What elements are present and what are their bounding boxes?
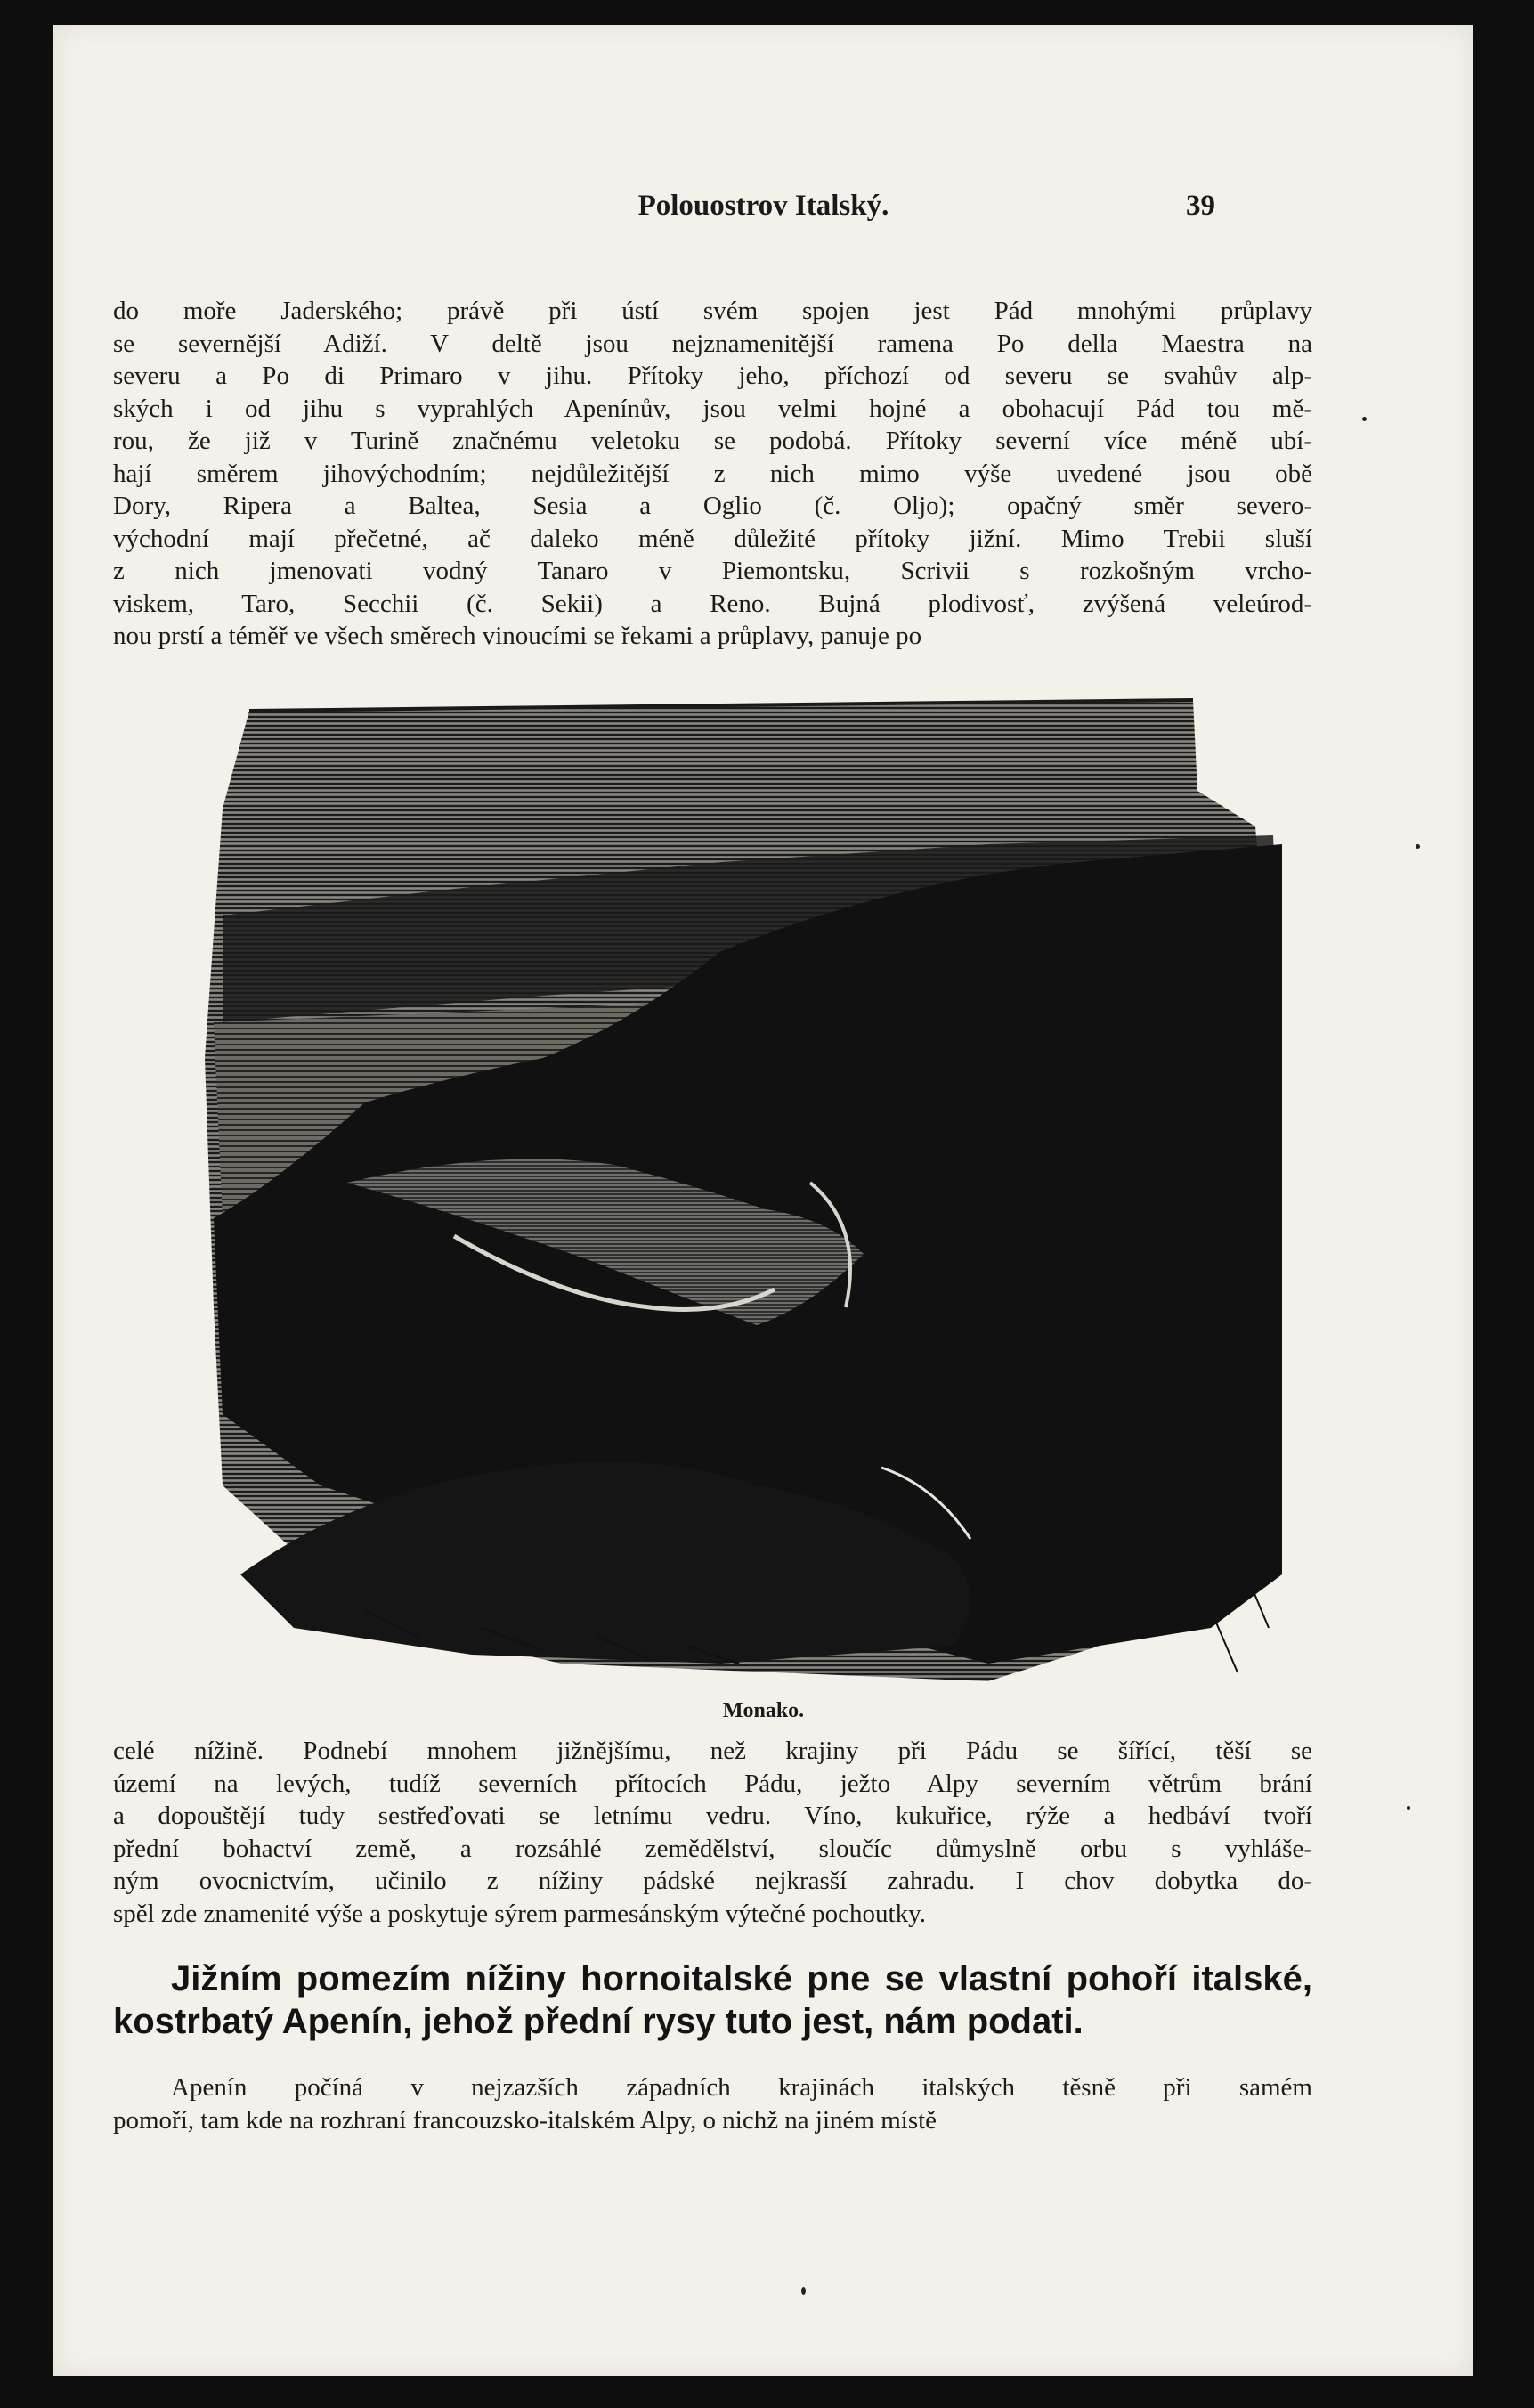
running-header bbox=[53, 190, 1473, 243]
paragraph-po-river bbox=[113, 295, 1312, 653]
heading-line: kostrbatý Apenín, jehož přední rysy tuto jest, nám podati. bbox=[113, 2002, 1084, 2041]
text-line: ným ovocnictvím, učinilo z nížiny pádské nejkrasší zahradu. I chov dobytka do- bbox=[113, 1867, 1312, 1895]
paragraph-climate bbox=[113, 1735, 1312, 1930]
text-line: pomoří, tam kde na rozhraní francouzsko-italském Alpy, o nichž na jiném místě bbox=[113, 2105, 937, 2135]
speck bbox=[1416, 844, 1420, 849]
book-page bbox=[53, 25, 1473, 2376]
text-line: do moře Jaderského; právě při ústí svém spojen jest Pád mnohými průplavy bbox=[113, 297, 1312, 325]
running-title: Polouostrov Italský. bbox=[637, 190, 889, 222]
text-line: se severnější Adiží. V deltě jsou nejznamenitější ramena Po della Maestra na bbox=[113, 329, 1312, 358]
figure-caption: Monako. bbox=[722, 1699, 805, 1722]
speck bbox=[801, 2287, 806, 2295]
text-line: hají směrem jihovýchodním; nejdůležitější z nich mimo výše uvedené jsou obě bbox=[113, 459, 1312, 488]
text-line: viskem, Taro, Secchii (č. Sekii) a Reno. Bujná plodivosť, zvýšená veleúrod- bbox=[113, 589, 1312, 618]
heading-line: Jižním pomezím nížiny hornoitalské pne se vlastní pohoří italské, bbox=[171, 1959, 1312, 1998]
text-line: území na levých, tudíž severních přítocích Pádu, ježto Alpy severním větrům brání bbox=[113, 1769, 1312, 1798]
text-line: ských i od jihu s vyprahlých Apenínův, jsou velmi hojné a obohacují Pád tou mě- bbox=[113, 394, 1312, 423]
speck bbox=[1362, 417, 1367, 421]
text-line: rou, že již v Turině značnému veletoku se podobá. Přítoky severní více méně ubí- bbox=[113, 427, 1312, 455]
paragraph-apennines bbox=[113, 2071, 1312, 2136]
text-line: z nich jmenovati vodný Tanaro v Piemontsku, Scrivii s rozkošným vrcho- bbox=[113, 557, 1312, 585]
text-line: Dory, Ripera a Baltea, Sesia a Oglio (č. Oljo); opačný směr severo- bbox=[113, 492, 1312, 520]
text-line: spěl zde znamenité výše a poskytuje sýrem parmesánským výtečné pochoutky. bbox=[113, 1899, 926, 1928]
text-line: celé nížině. Podnebí mnohem jižnějšímu, než krajiny při Pádu se šířící, těší se bbox=[113, 1737, 1312, 1765]
text-line: přední bohactví země, a rozsáhlé zemědělství, sloučíc důmyslně orbu s vyhláše- bbox=[113, 1834, 1312, 1863]
speck bbox=[1407, 1806, 1410, 1810]
text-line: severu a Po di Primaro v jihu. Přítoky jeho, příchozí od severu se svahův alp- bbox=[113, 362, 1312, 390]
text-line: Apenín počíná v nejzazších západních krajinách italských těsně při samém bbox=[171, 2073, 1312, 2102]
text-line: a dopouštějí tudy sestřeďovati se letnímu vedru. Víno, kukuřice, rýže a hedbáví tvoří bbox=[113, 1802, 1312, 1830]
text-line: nou prstí a téměř ve všech směrech vinoucími se řekami a průplavy, panuje po bbox=[113, 622, 922, 650]
text-line: východní mají přečetné, ač daleko méně důležité přítoky jižní. Mimo Trebii sluší bbox=[113, 524, 1312, 553]
engraving-illustration bbox=[187, 684, 1300, 1690]
page-number: 39 bbox=[1186, 190, 1215, 222]
section-intro-heading bbox=[113, 1957, 1312, 2043]
monaco-engraving bbox=[187, 684, 1300, 1690]
